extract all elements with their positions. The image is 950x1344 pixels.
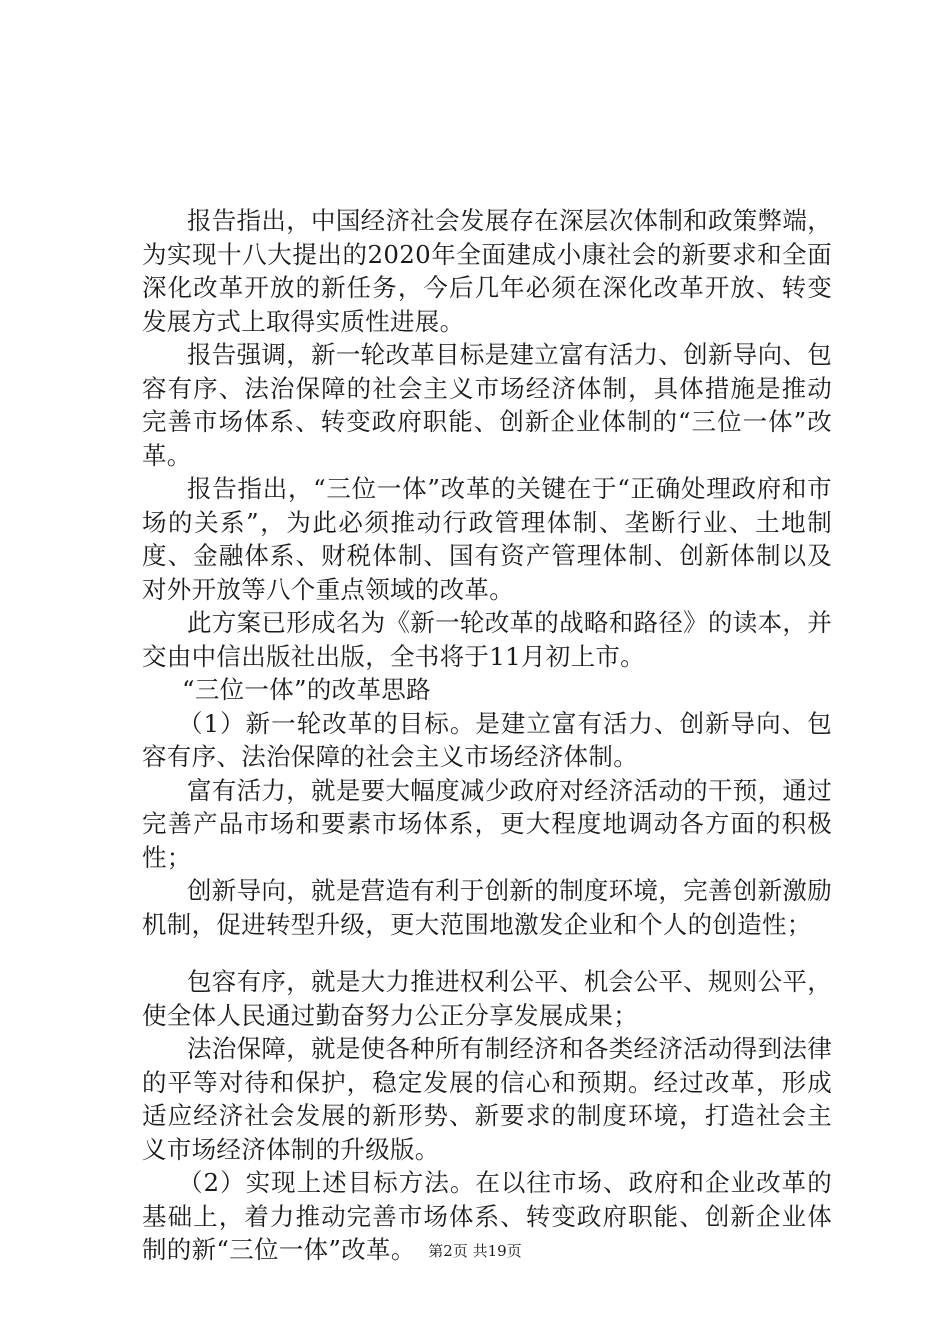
paragraph: 报告强调，新一轮改革目标是建立富有活力、创新导向、包容有序、法治保障的社会主义市场经济体制，具体措施是推动完善市场体系、转变政府职能、创新企业体制的“三位一体”改革。	[142, 340, 832, 470]
paragraph: 法治保障，就是使各种所有制经济和各类经济活动得到法律的平等对待和保护，稳定发展的信心和预期。经过改革，形成适应经济社会发展的新形势、新要求的制度环境，打造社会主义市场经济体制的升级版。	[142, 1034, 832, 1164]
paragraph-gap	[142, 941, 832, 965]
paragraph: （1）新一轮改革的目标。是建立富有活力、创新导向、包容有序、法治保障的社会主义市场经济体制。	[142, 708, 832, 771]
document-body	[142, 204, 832, 1267]
paragraph: 富有活力，就是要大幅度减少政府对经济活动的干预，通过完善产品市场和要素市场体系，更大程度地调动各方面的积极性；	[142, 775, 832, 872]
paragraph: 报告指出，“三位一体”改革的关键在于“正确处理政府和市场的关系”，为此必须推动行政管理体制、垄断行业、土地制度、金融体系、财税体制、国有资产管理体制、创新体制以及对外开放等八个重点领域的改革。	[142, 474, 832, 604]
paragraph: （2）实现上述目标方法。在以往市场、政府和企业改革的基础上，着力推动完善市场体系、转变政府职能、创新企业体制的新“三位一体”改革。	[142, 1168, 832, 1264]
page-number-footer: 第2页 共19页	[428, 1242, 522, 1260]
paragraph: 报告指出，中国经济社会发展存在深层次体制和政策弊端，为实现十八大提出的2020年全面建成小康社会的新要求和全面深化改革开放的新任务，今后几年必须在深化改革开放、转变发展方式上取得实质性进展。	[142, 206, 832, 336]
paragraph: 创新导向，就是营造有利于创新的制度环境，完善创新激励机制，促进转型升级，更大范围地激发企业和个人的创造性；	[142, 876, 832, 939]
section-heading: “三位一体”的改革思路	[182, 675, 431, 704]
paragraph: 此方案已形成名为《新一轮改革的战略和路径》的读本，并交由中信出版社出版，全书将于11月初上市。	[142, 608, 832, 671]
paragraph: 包容有序，就是大力推进权利公平、机会公平、规则公平，使全体人民通过勤奋努力公正分享发展成果；	[142, 967, 832, 1030]
